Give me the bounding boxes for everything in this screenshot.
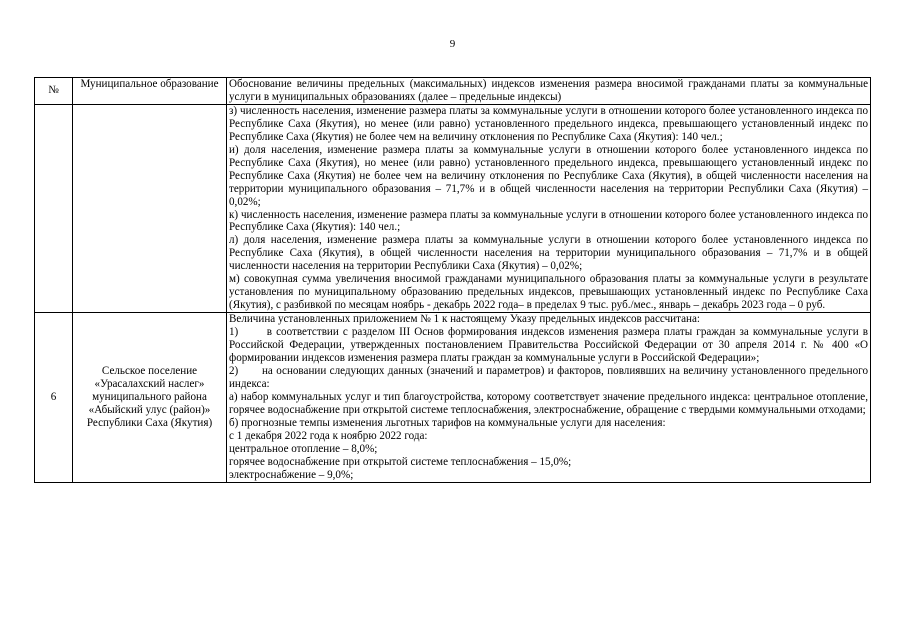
row6-justification-cell (227, 313, 871, 482)
row-number: 6 (35, 313, 73, 482)
header-municipality: Муниципальное образование (73, 78, 227, 105)
paragraph-heating: центральное отопление – 8,0%; (229, 442, 378, 455)
paragraph-a: а) набор коммунальных услуг и тип благоустройства, которому соответствует значение предельного индекса: центральное отопление, горячее водоснабжение при открытой системе теплоснабжения, электроснабжение, обращение с твердыми коммунальными отходами; (229, 390, 868, 416)
paragraph-b: б) прогнозные темпы изменения льготных тарифов на коммунальные услуги для населения: (229, 416, 666, 429)
paragraph-date: с 1 декабря 2022 года к ноябрю 2022 года: (229, 429, 428, 442)
page-number: 9 (449, 38, 456, 50)
paragraph-electricity: электроснабжение – 9,0%; (229, 468, 354, 481)
header-justification: Обоснование величины предельных (максимальных) индексов изменения размера вносимой гражданами платы за коммунальные услуги в муниципальных образованиях (далее – предельные индексы) (227, 78, 871, 105)
paragraph-intro: Величина установленных приложением № 1 к настоящему Указу предельных индексов рассчитана: (229, 313, 700, 326)
table-row-6 (35, 313, 871, 482)
paragraph-m: м) совокупная сумма увеличения вносимой гражданами муниципального образования платы за коммунальные услуги в результате установления по муниципальному образованию предельных индексов, превышающих установленный индекс по Республике Саха (Якутия), с разбивкой по месяцам ноябрь - декабрь 2022 года– в пределах 9 тыс. руб./мес., январь – декабрь 2023 года – 0 руб. (229, 273, 868, 312)
indices-table (34, 77, 871, 483)
continued-num-cell (35, 104, 73, 312)
paragraph-1: 1) в соответствии с разделом III Основ формирования индексов изменения размера платы граждан за коммунальные услуги в Российской Федерации, утвержденных постановлением Правительства Российской Федерации от 30 апреля 2014 г. № 400 «О формировании индексов изменения размера платы граждан за коммунальные услуги в Российской Федерации»; (229, 326, 871, 365)
paragraph-2: 2) на основании следующих данных (значений и параметров) и факторов, повлиявших на величину установленного предельного индекса: (229, 364, 871, 390)
header-number: № (35, 78, 73, 105)
continued-justification-cell (227, 104, 871, 312)
municipality-name: Сельское поселение «Урасалахский наслег» муниципального района «Абыйский улус (район)» Республики Саха (Якутия) (73, 313, 227, 482)
table-header-row (35, 78, 871, 105)
table-row-continued (35, 104, 871, 312)
paragraph-k: к) численность населения, изменение размера платы за коммунальные услуги в отношении которого более установленного индекса по Республике Саха (Якутия): 140 чел.; (229, 208, 868, 234)
paragraph-i: и) доля населения, изменение размера платы за коммунальные услуги в отношении которого более установленного индекса по Республике Саха (Якутия), но менее (или равно) установленного предельного индекса, превышающего установленный индекс по Республике Саха (Якутия) не более чем на величину отклонения по Республике Саха (Якутия), в общей численности населения на территории муниципального образования – 71,7% и в общей численности населения на территории Республики Саха (Якутия) – 0,02%; (229, 143, 868, 208)
paragraph-hot-water: горячее водоснабжение при открытой системе теплоснабжения – 15,0%; (229, 455, 572, 468)
paragraph-l: л) доля населения, изменение размера платы за коммунальные услуги в отношении которого более установленного индекса по Республике Саха (Якутия), в общей численности населения на территории муниципального образования – 71,7% и в общей численности населения на территории Республики Саха (Якутия) – 0,02%; (229, 234, 868, 273)
continued-municipality-cell (73, 104, 227, 312)
paragraph-z: з) численность населения, изменение размера платы за коммунальные услуги в отношении которого более установленного индекса по Республике Саха (Якутия), но менее (или равно) установленного предельного индекса, превышающего установленный индекс по Республике Саха (Якутия) не более чем на величину отклонения по Республике Саха (Якутия): 140 чел.; (229, 104, 868, 143)
